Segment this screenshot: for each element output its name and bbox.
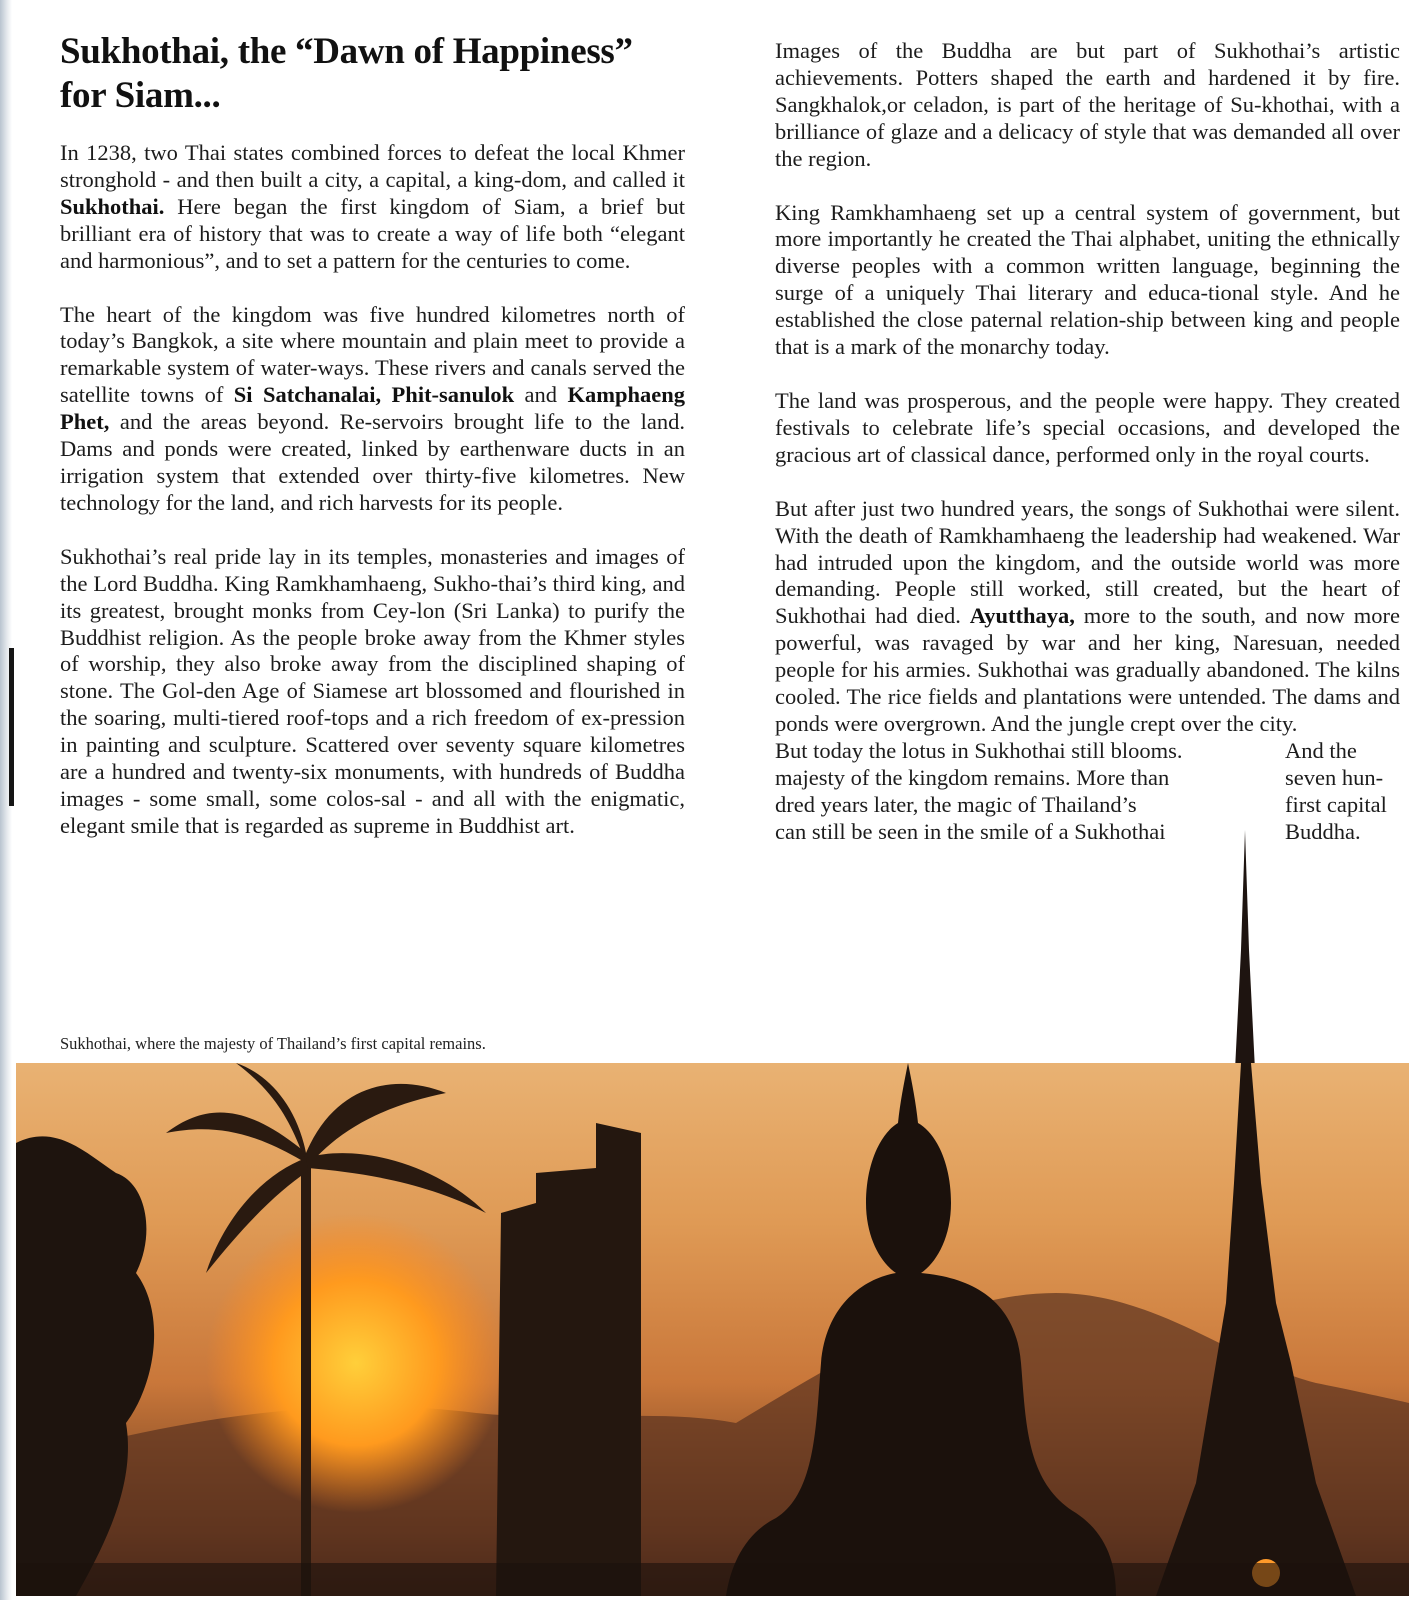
wrap-right: first capital bbox=[1285, 791, 1387, 817]
wrap-line bbox=[775, 792, 1400, 819]
paragraph-alphabet: King Ramkhamhaeng set up a central system of government, but more importantly he created the Thai alphabet, uniting the ethnically diverse peoples with a common written language, beginning the surge of a uniquely Thai literary and educa-tional style. And he established the close paternal relation-ship between king and people that is a mark of the monarchy today. bbox=[775, 199, 1400, 360]
paragraph-pottery: Images of the Buddha are but part of Sukhothai’s artistic achievements. Potters shaped the earth and hardened it by fire. Sangkhalok,or celadon, is part of the heritage of Su-khothai, with a brilliance of glaze and a delicacy of style that was demanded all over the region. bbox=[775, 38, 1400, 171]
spire-tip bbox=[1215, 830, 1275, 1070]
left-column bbox=[60, 140, 685, 840]
sukhothai-sunset-photo bbox=[16, 1063, 1409, 1596]
text-run: Here began the first kingdom of Siam, a brief but brilliant era of history that was to create a way of life both “elegant and harmonious”, and to set a pattern for the centuries to come. bbox=[60, 193, 685, 273]
wrap-line bbox=[775, 738, 1400, 765]
right-column bbox=[775, 38, 1400, 845]
wrap-left: can still be seen in the smile of a Sukhothai bbox=[775, 818, 1166, 844]
wrap-line bbox=[775, 765, 1400, 792]
binding-mark bbox=[9, 648, 14, 806]
text-run: and bbox=[514, 382, 568, 408]
wrap-left: dred years later, the magic of Thailand’s bbox=[775, 791, 1137, 817]
paragraph-waterways bbox=[60, 302, 685, 517]
paragraph-lotus-wrapped bbox=[775, 738, 1400, 846]
bold-sukhothai: Sukhothai. bbox=[60, 193, 165, 219]
text-run: But after just two hundred years, the songs of Sukhothai were silent. With the death of Ramkhamhaeng the leadership had weakened. War had intruded upon the kingdom, and the outside world was more demanding. People still worked, still created, but the heart of Sukhothai had died. bbox=[775, 495, 1400, 629]
text-run: The heart of the kingdom was five hundred kilometres north of today’s Bangkok, a site where mountain and plain meet to provide a remarkable system of water-ways. These rivers and canals served the satellite towns of bbox=[60, 301, 685, 408]
bold-kamphaeng-phet: Kamphaeng Phet, bbox=[60, 382, 685, 435]
wrap-line bbox=[775, 819, 1400, 846]
ruined-pillar bbox=[496, 1123, 641, 1596]
paragraph-decline bbox=[775, 496, 1400, 738]
photo-caption: Sukhothai, where the majesty of Thailand’s first capital remains. bbox=[60, 1034, 486, 1053]
text-run: and the areas beyond. Re-servoirs brought life to the land. Dams and ponds were created, linked by earthenware ducts in an irrigation system that extended over thirty-five kilometres. New technology for the land, and rich harvests for its people. bbox=[60, 409, 685, 515]
page-title bbox=[60, 30, 720, 118]
photo-silhouettes bbox=[16, 1063, 1409, 1596]
paragraph-temples: Sukhothai’s real pride lay in its temples, monasteries and images of the Lord Buddha. King Ramkhamhaeng, Sukho-thai’s third king, and its greatest, brought monks from Cey-lon (Sri Lanka) to purify the Buddhist religion. As the people broke away from the Khmer styles of worship, they also broke away from the disciplined shaping of stone. The Gol-den Age of Siamese art blossomed and flourished in the soaring, multi-tiered roof-tops and a rich freedom of ex-pression in painting and sculpture. Scattered over seventy square kilometres are a hundred and twenty-six monuments, with hundreds of Buddha images - some small, some colos-sal - and all with the enigmatic, elegant smile that is regarded as supreme in Buddhist art. bbox=[60, 543, 685, 838]
wrap-left: But today the lotus in Sukhothai still blooms. bbox=[775, 737, 1183, 763]
wrap-right: seven hun- bbox=[1285, 764, 1384, 790]
title-line-1: Sukhothai, the “Dawn of Happiness” bbox=[60, 31, 633, 72]
title-line-2: for Siam... bbox=[60, 75, 221, 116]
bold-ayutthaya: Ayutthaya, bbox=[969, 603, 1075, 629]
wrap-left: majesty of the kingdom remains. More than bbox=[775, 764, 1170, 790]
bold-towns: Si Satchanalai, Phit-sanulok bbox=[233, 382, 515, 408]
text-run: In 1238, two Thai states combined forces to defeat the local Khmer stronghold - and then built a city, a capital, a king-dom, and called it bbox=[60, 140, 685, 192]
text-run: more to the south, and now more powerful, was ravaged by war and her king, Naresuan, needed people for his armies. Sukhothai was gradually abandoned. The kilns cooled. The rice fields and plantations were untended. The dams and ponds were overgrown. And the jungle crept over the city. bbox=[775, 603, 1400, 736]
paragraph-founding bbox=[60, 140, 685, 275]
wrap-right: Buddha. bbox=[1285, 818, 1361, 844]
sun-glow bbox=[206, 1213, 506, 1513]
wrap-right: And the bbox=[1285, 737, 1357, 763]
paragraph-prosperity: The land was prosperous, and the people were happy. They created festivals to celebrate life’s special occasions, and developed the gracious art of classical dance, performed only in the royal courts. bbox=[775, 387, 1400, 467]
